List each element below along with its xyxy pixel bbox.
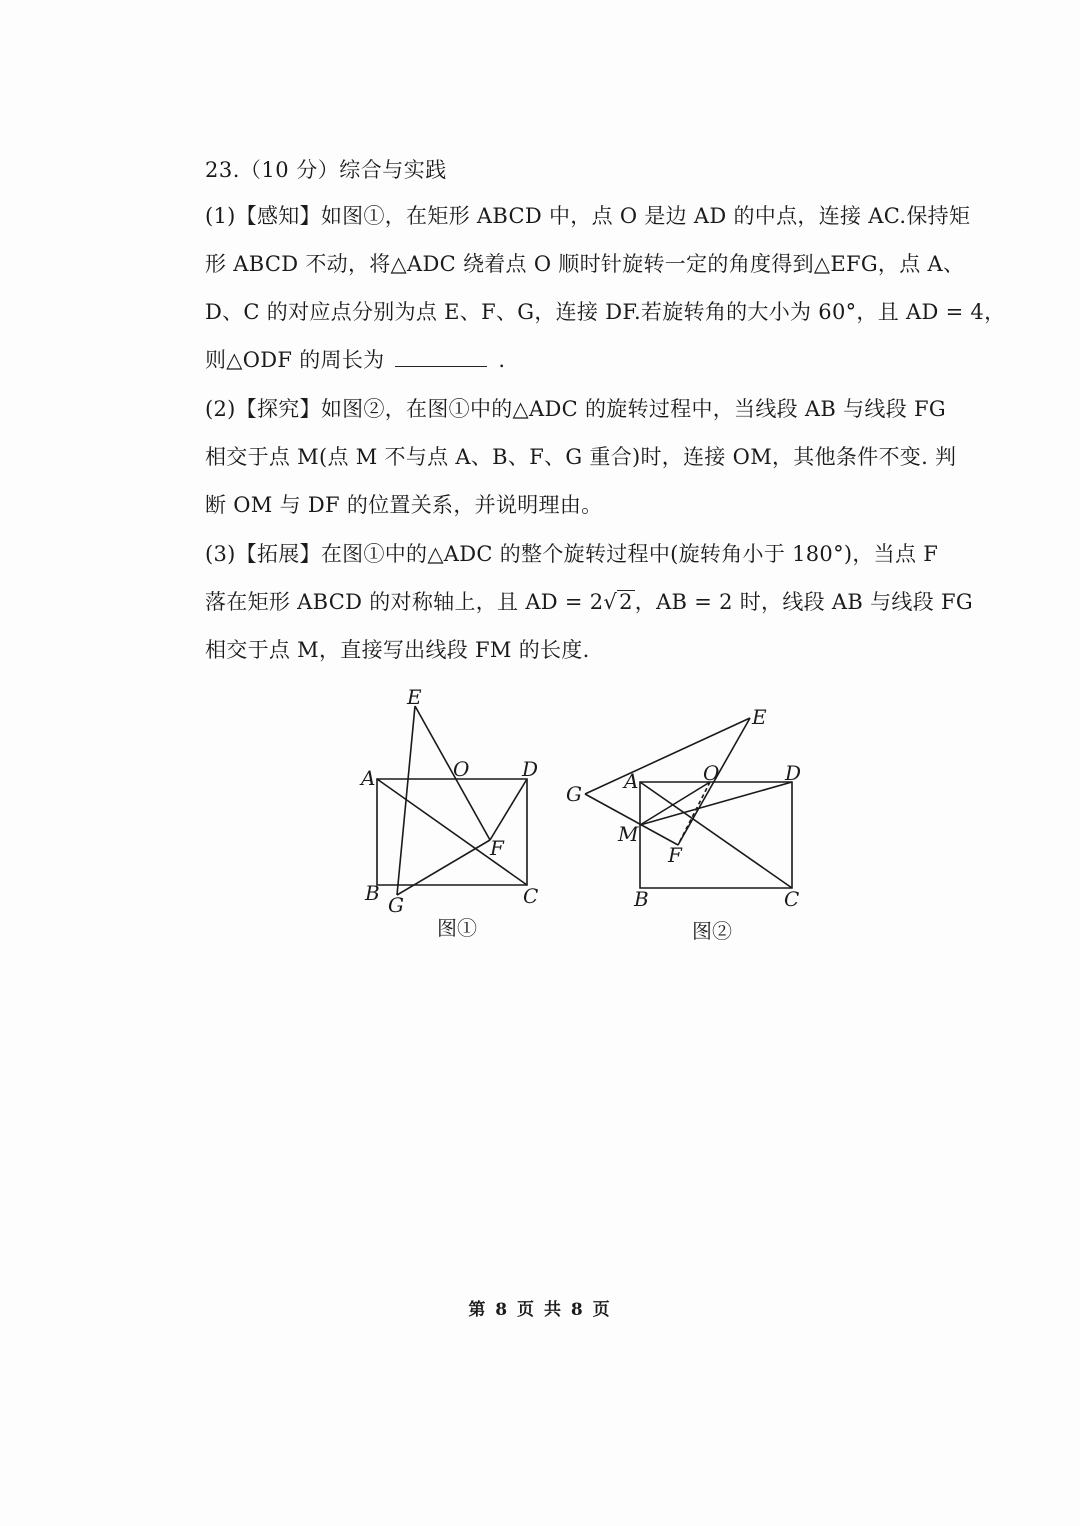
label-b: B bbox=[365, 881, 380, 905]
segment-ac bbox=[640, 782, 792, 888]
label-m: M bbox=[618, 822, 639, 846]
part-3-line-2-post: ，AB = 2 时，线段 AB 与线段 FG bbox=[634, 590, 973, 614]
answer-blank[interactable] bbox=[395, 348, 487, 367]
label-g: G bbox=[388, 893, 404, 917]
figure-2-caption: 图② bbox=[692, 919, 732, 943]
label-e: E bbox=[752, 705, 767, 729]
part-3-extend bbox=[205, 530, 975, 674]
part-1-line-4-text: 则△ODF 的周长为 bbox=[205, 348, 385, 372]
label-f: F bbox=[668, 843, 682, 867]
part-3-line-2 bbox=[205, 578, 975, 626]
part-3-line-1: (3)【拓展】在图①中的△ADC 的整个旋转过程中(旋转角小于 180°)，当点 F bbox=[205, 542, 939, 566]
segment-eg bbox=[397, 706, 415, 895]
label-o: O bbox=[703, 761, 720, 785]
label-f: F bbox=[490, 836, 504, 860]
label-d: D bbox=[785, 761, 802, 785]
part-2-explore bbox=[205, 385, 975, 529]
part-1-perception bbox=[205, 192, 1006, 384]
segment-fg bbox=[397, 840, 490, 895]
segment-df bbox=[490, 779, 527, 840]
part-1-line-1: (1)【感知】如图①，在矩形 ABCD 中，点 O 是边 AD 的中点，连接 AC.保持矩 bbox=[205, 204, 971, 228]
label-g: G bbox=[566, 782, 582, 806]
part-1-line-3: D、C 的对应点分别为点 E、F、G，连接 DF.若旋转角的大小为 60°，且 AD = 4， bbox=[205, 300, 1006, 324]
sqrt-radicand: 2 bbox=[619, 590, 633, 614]
label-a: A bbox=[624, 769, 639, 793]
segment-gd-cross bbox=[640, 782, 792, 825]
part-1-line-4 bbox=[205, 336, 975, 384]
label-d: D bbox=[522, 757, 539, 781]
label-c: C bbox=[784, 887, 800, 911]
question-title: 23.（10 分）综合与实践 bbox=[205, 158, 447, 182]
figure-1-caption: 图① bbox=[437, 916, 477, 940]
page-footer: 第 8 页 共 8 页 bbox=[468, 1300, 612, 1320]
label-e: E bbox=[407, 685, 422, 709]
label-o: O bbox=[453, 757, 470, 781]
figure-2-diagram bbox=[560, 700, 810, 920]
label-b: B bbox=[634, 887, 649, 911]
part-1-line-2: 形 ABCD 不动，将△ADC 绕着点 O 顺时针旋转一定的角度得到△EFG，点 A、 bbox=[205, 252, 965, 276]
part-2-line-3: 断 OM 与 DF 的位置关系，并说明理由。 bbox=[205, 493, 603, 517]
part-2-line-2: 相交于点 M(点 M 不与点 A、B、F、G 重合)时，连接 OM，其他条件不变. 判 bbox=[205, 445, 957, 469]
part-1-line-4-end: . bbox=[498, 348, 506, 372]
label-a: A bbox=[361, 766, 376, 790]
part-3-line-3: 相交于点 M，直接写出线段 FM 的长度. bbox=[205, 638, 590, 662]
label-c: C bbox=[523, 884, 539, 908]
figure-1-diagram bbox=[355, 685, 555, 920]
part-3-line-2-pre: 落在矩形 ABCD 的对称轴上，且 AD = 2√ bbox=[205, 590, 618, 614]
part-2-line-1: (2)【探究】如图②，在图①中的△ADC 的旋转过程中，当线段 AB 与线段 FG bbox=[205, 397, 946, 421]
